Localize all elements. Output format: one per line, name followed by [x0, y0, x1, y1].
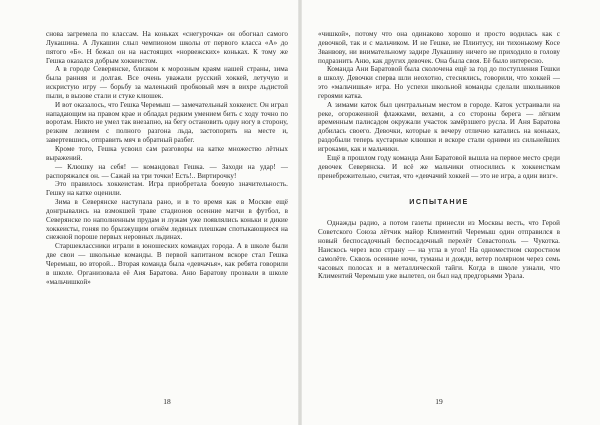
paragraph: «чишкой», потому что она одинаково хорошо и просто водилась как с девочкой, так и с мальчиком. И не Гешке, не Плинтусу, ни тихонькому Косе Званвову, ни внимательному задире Лукашину ничего не приходило в голову подразнить Аню, как других девочек. Она была своя. Её было интересно.: [318, 30, 560, 65]
paragraph: Команда Ани Баратовой была сколочена ещё за год до поступления Гешки в школу. Девочки сперва шли неохотно, стеснялись, говорили, что хоккей — это «мальчишья» игра. Но успехи школьной команды сделали школьников героями катка.: [318, 65, 560, 100]
paragraph: А в городе Северянске, близком к морозным краям нашей страны, зима была ранняя и долгая. Все очень уважали русский хоккей, летучую и искристую игру — борьбу за маленький пробковый мяч в вихре льдистой пыли, в вызове стали и стуке клюшек.: [46, 65, 288, 100]
page-number: 18: [163, 397, 171, 406]
paragraph: Однажды радио, а потом газеты принесли из Москвы весть, что Герой Советского Союза лётчик майор Климентий Черемыш один отправился в новый беспосадочный беспосадочный перелёт Севастополь — Чукотка. Наискось через всю страну — на угла в угол! На одноместном скоростном самолёте. Сквозь осенние ночи, туманы и дожди, ветер полярном через семь часовых полосах и в металлической тайги. Когда в школе узнали, что Климентий Черемыш уже вылетел, он был над предгорьями Урала.: [318, 219, 560, 281]
paragraph: Кроме того, Гешка усвоил сам разговоры на катке множество лётных выражений.: [46, 144, 288, 162]
paragraph: Зима в Северянске наступала рано, и в то время как в Москве ещё донгрывались на взмокшей траве стадионов осенние матчи в футбол, в Северянске по наполненным прудам и лужам уже появлялись коньки и дикие хоккеисты, гоняя по брызжущим огнём ледяных плешкам спотыкающиеся на снежной пороше первых неровных льдинах.: [46, 198, 288, 242]
paragraph: Ещё в прошлом году команда Ани Баратовой вышла на первое место среди девочек Северянска. И всё же мальчики относились к хоккеисткам пренебрежительно, считая, что «девчачий хоккей — это не игра, а один визг».: [318, 153, 560, 180]
paragraph: И вот оказалось, что Гешка Черемыш — замечательный хоккеист. Он играл нападающим на правом крае и обладал редким умением бить с ходу точно по воротам. Никто не умел так внезапно, на бегу остановить одну ногу в сторону, резким лезвием с полного разгона льда, застопорить на месте и, завертевшись, отправить мяч в обратный разбег.: [46, 100, 288, 145]
page-number: 19: [435, 397, 443, 406]
right-page: [300, 0, 600, 425]
paragraph: А зимами каток был центральным местом в городе. Каток устраивали на реке, огороженной флажками, вехами, а со стороны берега — лёгким временным палисадом окружали участок замёрзшего русла. И Аня Баратова добилась своего. Девочки, которые к вечеру отлично катались на коньках, раздобыли теперь кустарные клюшки и вскоре стали одними из сильнейших игроками, как и мальчики.: [318, 100, 560, 153]
chapter-heading: ИСПЫТАНИЕ: [409, 197, 469, 207]
paragraph: Это правилось хоккеистам. Игра приобретала боевую значительность. Гешку на катке оценили.: [46, 180, 288, 198]
paragraph: Старшеклассники играли в юношеских командах города. А в школе были две свои — школьные команды. В первой капитаном вскоре стал Гешка Черемыш, во второй... Вторая команда была «девчачья», как ребята говорили в школе. Организовала её Аня Баратова. Аню Баратову прозвали в школе «мальчишкой»: [46, 242, 288, 286]
paragraph: снова загремела по классам. На коньках «снегурочка» он обогнал самого Лукашина. А Лукашин слыл чемпионом школы от первого класса «А» до пятого «Б». Н бежал он на настоящих «норвежских» коньках. К тому же Гешка оказался добрым хоккеистом.: [46, 30, 288, 65]
paragraph: — Клюшку на себя! — командовал Гешка. — Заходи на удар! — распоряжался он. — Сажай на три точки! Есть!.. Виртирочку!: [46, 162, 288, 180]
